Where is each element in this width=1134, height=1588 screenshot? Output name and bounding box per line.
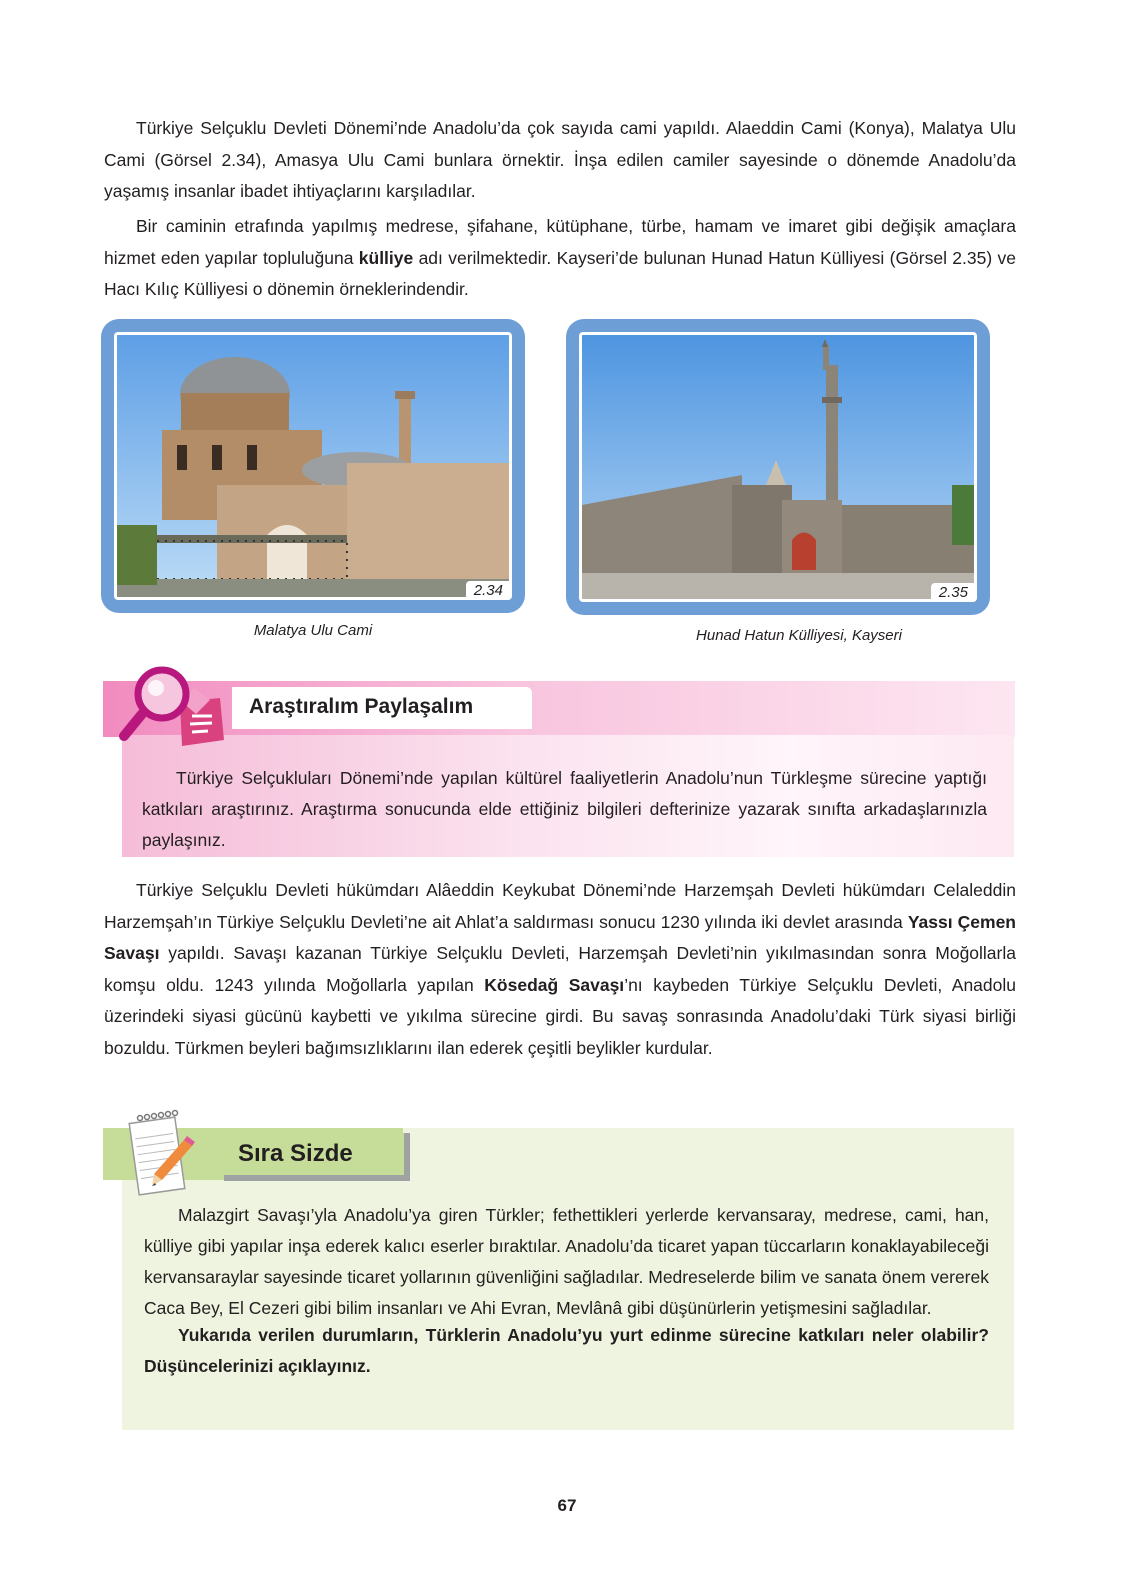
text-segment: Türkiye Selçuklu Devleti hükümdarı Alâeddin Keykubat Dönemi’nde Harzemşah Devleti hükümdarı Celaleddin Harzemşah’ın Türkiye Selçuklu Devleti’ne ait Ahlat’a saldırması sonucu 1230 yılında iki devlet arasında xyxy=(104,880,1016,932)
photo-hunad-hatun-kulliyesi xyxy=(579,332,977,602)
paragraph-mosques: Türkiye Selçuklu Devleti Dönemi’nde Anadolu’da çok sayıda cami yapıldı. Alaeddin Cami (Konya), Malatya Ulu Cami (Görsel 2.34), Amasya Ulu Cami bunlara örnektir. İnşa edilen camiler sayesinde o dönemde Anadolu’da yaşamış insanlar ibadet ihtiyaçlarını karşıladılar. xyxy=(104,118,1016,201)
page-number: 67 xyxy=(557,1496,577,1515)
research-box-title-tab xyxy=(232,687,532,729)
notepad-pencil-icon xyxy=(122,1106,200,1198)
term-yassi-cemen: Yassı Çemen Savaşı xyxy=(104,911,1016,963)
figure-frame-malatya xyxy=(101,319,525,613)
your-turn-title-tab xyxy=(224,1133,410,1181)
research-box xyxy=(122,735,1014,857)
text-segment: ’nı kaybeden Türkiye Selçuklu Devleti, Anadolu üzerindeki siyasi gücünü kaybetti ve yıkılma sürecine girdi. Bu savaş sonrasında Anadolu’daki Türk siyasi birliği bozuldu. Türkmen beyleri bağımsızlıklarını ilan ederek çeşitli beylikler kurdular. xyxy=(104,974,1016,1058)
figure-caption-hunad-hatun: Hunad Hatun Külliyesi, Kayseri xyxy=(696,627,902,644)
your-turn-title: Sıra Sizde xyxy=(238,1140,353,1167)
photo-malatya-ulu-cami xyxy=(114,332,512,600)
paragraph-kulliye xyxy=(104,211,1016,306)
term-kosedag: Kösedağ Savaşı xyxy=(484,974,625,995)
term-kulliye: külliye xyxy=(358,247,414,268)
figure-number: 2.34 xyxy=(466,581,509,599)
figure-caption-malatya: Malatya Ulu Cami xyxy=(253,622,373,639)
text-segment: adı verilmektedir. Kayseri’de bulunan Hunad Hatun Külliyesi (Görsel 2.35) ve Hacı Kılıç Külliyesi o dönemin örneklerindendir. xyxy=(104,247,1016,299)
text-segment: Bir caminin etrafında yapılmış medrese, şifahane, kütüphane, türbe, hamam ve imaret gibi değişik amaçlara hizmet eden yapılar topluluğuna xyxy=(104,216,1016,268)
your-turn-question: Yukarıda verilen durumların, Türklerin Anadolu’yu yurt edinme sürecine katkıları neler olabilir? Düşüncelerinizi açıklayınız. xyxy=(144,1325,989,1376)
research-box-title: Araştıralım Paylaşalım xyxy=(249,695,474,718)
figure-frame-hunad-hatun xyxy=(566,319,990,615)
paragraph-battles xyxy=(104,875,1016,1064)
text-segment: yapıldı. Savaşı kazanan Türkiye Selçuklu Devleti, Harzemşah Devleti’nin yıkılmasından sonra Moğollarla komşu oldu. 1243 yılında Moğollarla yapılan xyxy=(104,943,1016,995)
mosque-illustration xyxy=(117,335,509,597)
magnifier-icon xyxy=(112,660,232,750)
figure-number: 2.35 xyxy=(931,583,974,601)
your-turn-text: Malazgirt Savaşı’yla Anadolu’ya giren Türkler; fethettikleri yerlerde kervansaray, medrese, cami, han, külliye gibi yapılar inşa ederek kalıcı eserler bıraktılar. Anadolu’da ticaret yapan tüccarların konaklayabileceği kervansaraylar sayesinde ticaret yollarının güvenliğini sağladılar. Medreselerde bilim ve sanata önem vererek Caca Bey, El Cezeri gibi bilim insanları ve Ahi Evran, Mevlânâ gibi düşünürlerin yetişmesini sağladılar. xyxy=(144,1205,989,1318)
kulliye-illustration xyxy=(582,335,974,599)
research-box-text: Türkiye Selçukluları Dönemi’nde yapılan kültürel faaliyetlerin Anadolu’nun Türkleşme sürecine yaptığı katkıları araştırınız. Araştırma sonucunda elde ettiğiniz bilgileri defterinize yazarak sınıfta arkadaşlarınızla paylaşınız. xyxy=(142,768,987,850)
